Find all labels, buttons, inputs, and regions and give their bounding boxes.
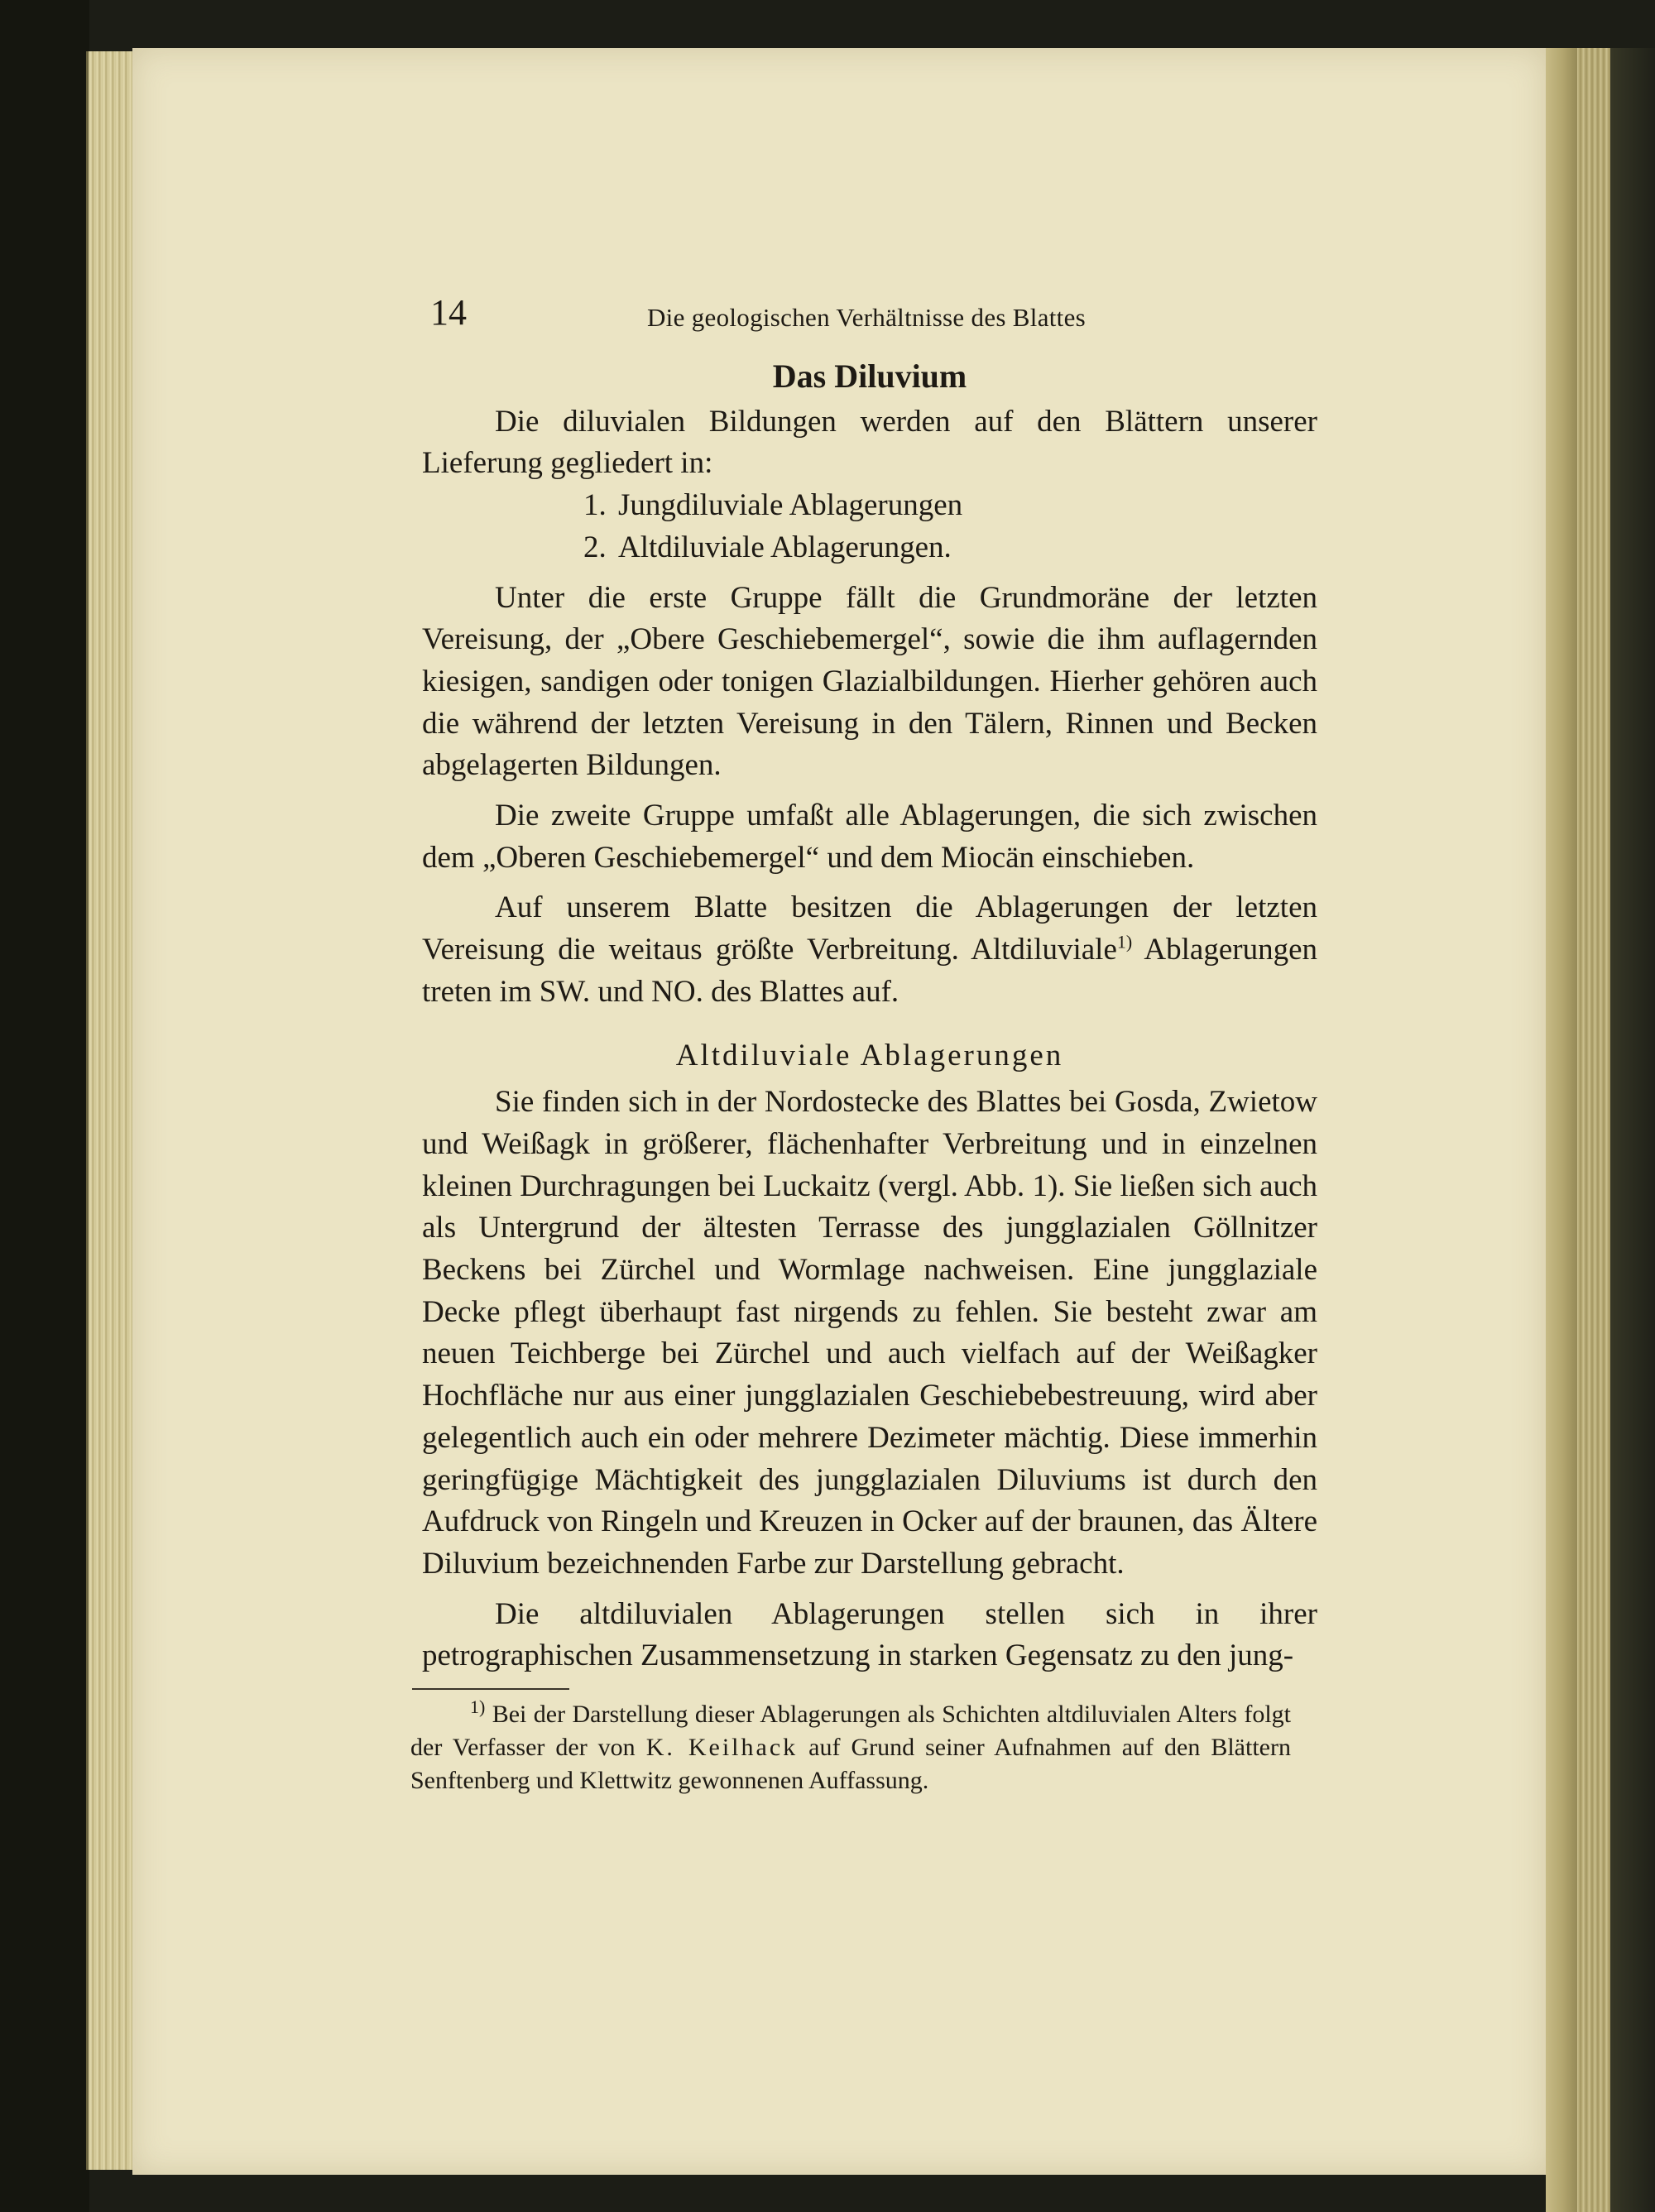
intro-paragraph-4: Auf unserem Blatte besitzen die Ablagerungen der letzten Vereisung die weitaus größte Verbreitung. Altdiluviale$^{1)}$ Ablagerungen treten im SW. und NO. des Blattes auf. xyxy=(422,890,1317,1009)
page-edges-left xyxy=(86,51,137,2170)
intro-paragraph-3: Die zweite Gruppe umfaßt alle Ablagerungen, die sich zwischen dem „Oberen Geschiebemergel“ und dem Miocän einschieben. xyxy=(422,799,1317,875)
page-edges-right xyxy=(1577,48,1610,2212)
intro-paragraph-2: Unter die erste Gruppe fällt die Grundmoräne der letzten Vereisung, der „Obere Geschiebemergel“, sowie die ihm auflagernden kiesigen, sandigen oder tonigen Glazialbildungen. Hierher gehören auch die während der letzten Vereisung in den Tälern, Rinnen und Becken abgelagerten Bildungen. xyxy=(422,580,1317,783)
footnote-mark: 1) xyxy=(470,1696,486,1717)
section-title: Das Diluvium xyxy=(772,357,967,395)
footnote-divider xyxy=(412,1688,569,1690)
footnote-reference: 1) xyxy=(1116,931,1133,952)
footnote: $^{1)}$ Bei der Darstellung dieser Ablagerungen als Schichten altdiluvialen Alters folgt der Verfasser der von K. Keilhack auf Grund seiner Aufnahmen auf den Blättern Senftenberg und Klettwitz gewonnenen Auffassung. xyxy=(410,1696,1291,1794)
book-cover-left xyxy=(0,0,89,2212)
subheading: Altdiluviale Ablagerungen xyxy=(675,1038,1064,1072)
list-item: 2. Altdiluviale Ablagerungen. xyxy=(583,530,952,564)
running-head: Die geologischen Verhältnisse des Blattes xyxy=(647,303,1087,332)
list-item: 1. Jungdiluviale Ablagerungen xyxy=(583,488,963,523)
book-spine-right xyxy=(1546,48,1655,2212)
body-paragraph-2: Die altdiluvialen Ablagerungen stellen sich in ihrer petrographischen Zusammensetzung in starken Gegensatz zu den jung- xyxy=(422,1596,1317,1673)
page-number: 14 xyxy=(430,292,467,333)
body-paragraph-1: Sie finden sich in der Nordostecke des Blattes bei Gosda, Zwietow und Weißagk in größerer, flächenhafter Verbreitung und in einzelnen kleinen Durchragungen bei Luckaitz (vergl. Abb. 1). Sie ließen sich auch als Untergrund der ältesten Terrasse des jungglazialen Göllnitzer Beckens bei Zürchel und Wormlage nachweisen. Eine jungglaziale Decke pflegt überhaupt fast nirgends zu fehlen. Sie besteht zwar am neuen Teichberge bei Zürchel und auch vielfach auf der Weißagker Hochfläche nur aus einer jungglazialen Geschiebebestreuung, wird aber gelegentlich auch ein oder mehrere Dezimeter mächtig. Diese immerhin geringfügige Mächtigkeit des jungglazialen Diluviums ist durch den Aufdruck von Ringeln und Kreuzen in Ocker auf der braunen, das Ältere Diluvium bezeichnenden Farbe zur Darstellung gebracht. xyxy=(422,1085,1317,1581)
page-header xyxy=(430,291,1316,341)
main-text xyxy=(422,356,1317,1677)
intro-paragraph-1: Die diluvialen Bildungen werden auf den Blättern unserer Lieferung gegliedert in: xyxy=(422,404,1317,481)
footnote-author: K. Keilhack xyxy=(645,1734,799,1761)
classification-list xyxy=(422,485,1317,569)
